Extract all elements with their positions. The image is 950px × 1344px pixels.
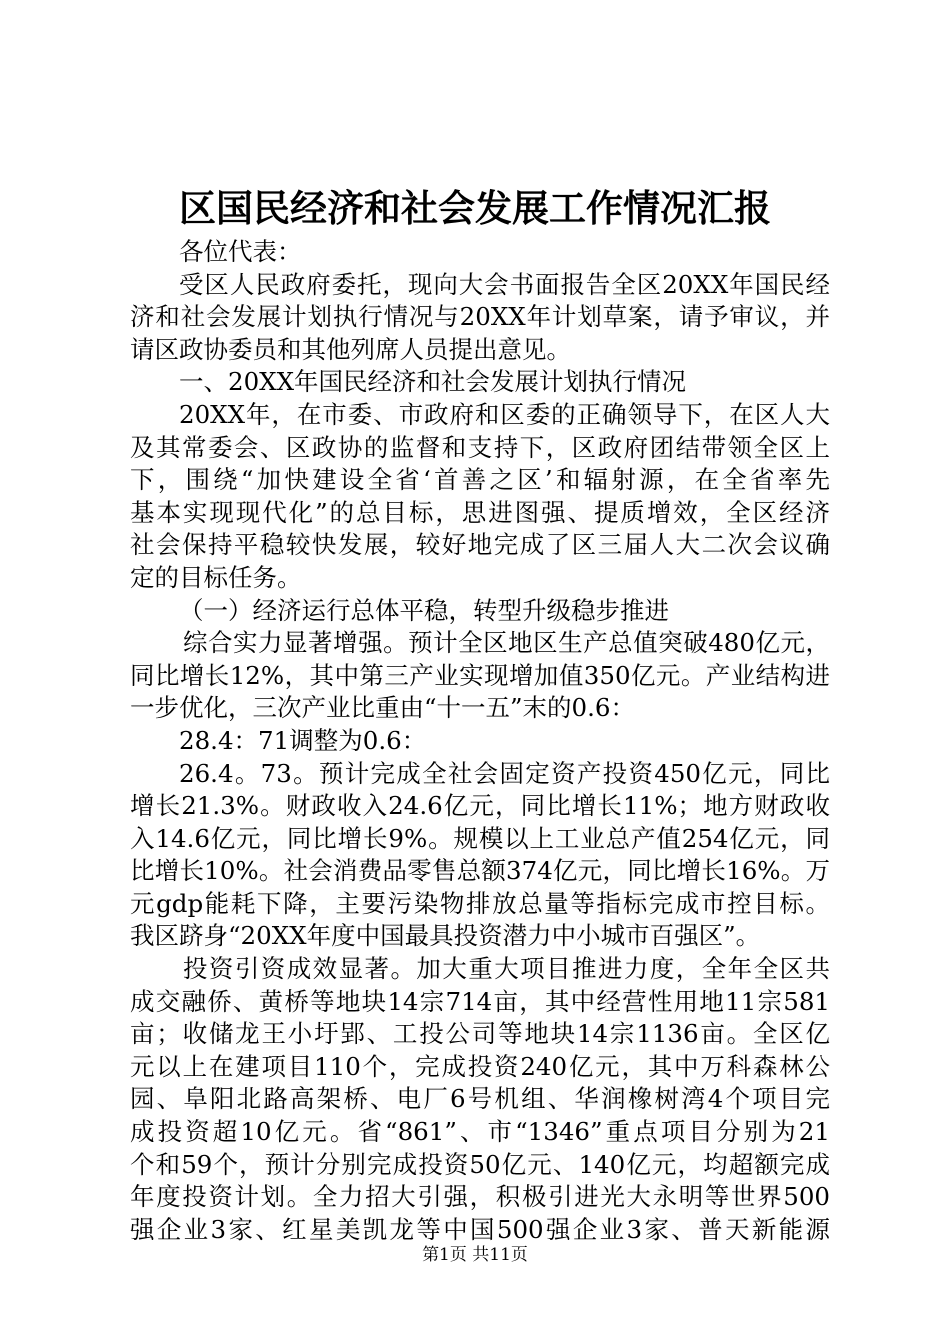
text-line: 元以上在建项目110个，完成投资240亿元，其中万科森林公	[130, 1051, 830, 1081]
text-line: 元gdp能耗下降，主要污染物排放总量等指标完成市控目标。	[130, 888, 830, 918]
text-line: 综合实力显著增强。预计全区地区生产总值突破480亿元，	[183, 628, 830, 658]
page-footer: 第1页 共11页	[422, 1245, 528, 1265]
text-line: 增长21.3%。财政收入24.6亿元，同比增长11%；地方财政收	[130, 791, 830, 821]
text-line: 基本实现现代化”的总目标，思进图强、提质增效，全区经济	[130, 497, 830, 527]
document-title: 区国民经济和社会发展工作情况汇报	[179, 186, 771, 230]
text-line: 强企业3家、红星美凯龙等中国500强企业3家、普天新能源	[130, 1214, 830, 1244]
document-body	[130, 236, 830, 1246]
text-line: 28.4：71调整为0.6：	[179, 725, 427, 755]
text-line: 一步优化，三次产业比重由“十一五”末的0.6：	[130, 693, 636, 723]
text-line: 个和59个，预计分别完成投资50亿元、140亿元，均超额完成	[130, 1149, 830, 1179]
text-line: 投资引资成效显著。加大重大项目推进力度，全年全区共	[183, 954, 830, 984]
text-line: 20XX年，在市委、市政府和区委的正确领导下，在区人大	[179, 399, 830, 429]
text-line: 入14.6亿元，同比增长9%。规模以上工业总产值254亿元，同	[130, 823, 830, 853]
text-line: 定的目标任务。	[130, 562, 302, 592]
text-line: 济和社会发展计划执行情况与20XX年计划草案，请予审议，并	[130, 302, 830, 332]
text-line: 社会保持平稳较快发展，较好地完成了区三届人大二次会议确	[130, 530, 830, 560]
text-line: 园、阜阳北路高架桥、电厂6号机组、华润橡树湾4个项目完	[130, 1084, 830, 1114]
text-line: 成交融侨、黄桥等地块14宗714亩，其中经营性用地11宗581	[130, 986, 830, 1016]
text-line: 请区政协委员和其他列席人员提出意见。	[130, 334, 571, 364]
text-line: （一）经济运行总体平稳，转型升级稳步推进	[179, 595, 669, 625]
text-line: 26.4。73。预计完成全社会固定资产投资450亿元，同比	[179, 758, 830, 788]
text-line: 一、20XX年国民经济和社会发展计划执行情况	[179, 367, 687, 397]
text-line: 年度投资计划。全力招大引强，积极引进光大永明等世界500	[130, 1182, 830, 1212]
text-line: 各位代表：	[179, 237, 302, 266]
text-line: 成投资超10亿元。省“861”、市“1346”重点项目分别为21	[130, 1117, 830, 1147]
text-line: 我区跻身“20XX年度中国最具投资潜力中小城市百强区”。	[130, 921, 761, 951]
text-line: 下，围绕“加快建设全省‘首善之区’和辐射源，在全省率先	[130, 465, 830, 495]
text-line: 受区人民政府委托，现向大会书面报告全区20XX年国民经	[179, 269, 830, 299]
text-line: 亩；收储龙王小圩郢、工投公司等地块14宗1136亩。全区亿	[130, 1019, 830, 1049]
text-line: 比增长10%。社会消费品零售总额374亿元，同比增长16%。万	[130, 856, 830, 886]
text-line: 同比增长12%，其中第三产业实现增加值350亿元。产业结构进	[130, 660, 830, 690]
text-line: 及其常委会、区政协的监督和支持下，区政府团结带领全区上	[130, 432, 830, 462]
